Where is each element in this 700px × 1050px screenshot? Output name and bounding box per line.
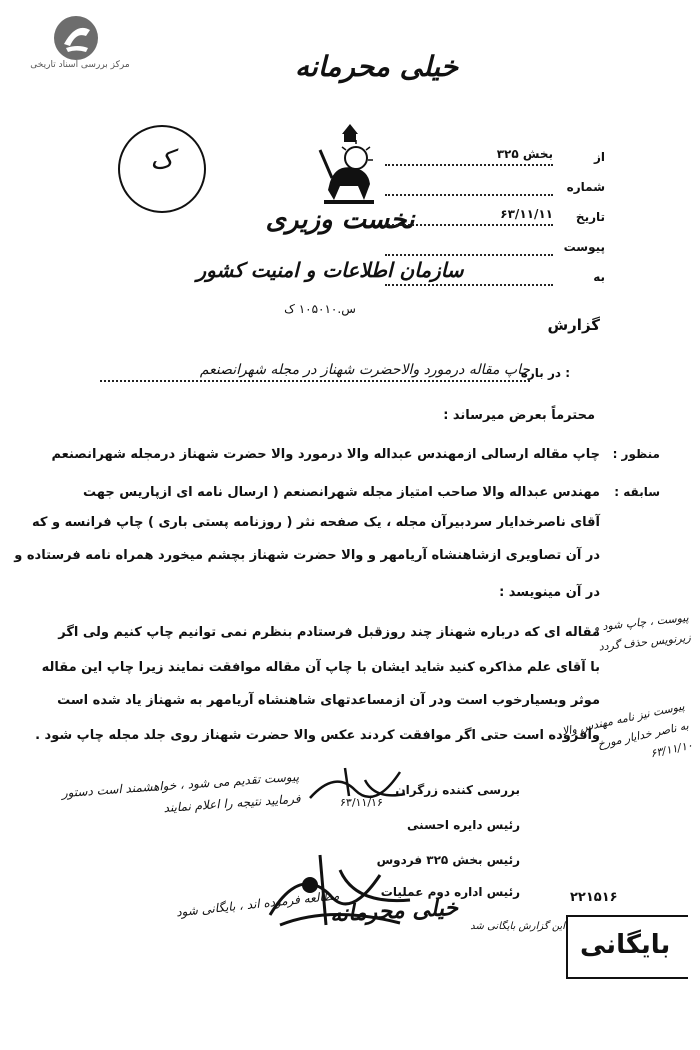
head-dept-label: رئیس دایره احسنی [407,818,520,832]
archive-number: ۲۲۱۵۱۶ [570,890,618,905]
watermark-text: مرکز بررسی اسناد تاریخی [30,60,130,70]
body-line-7: با آقای علم مذاکره کنید شاید ایشان با چاپ آن مقاله موافقت نمایند زیرا چاپ این مقاله [41,660,600,675]
from-value: بخش ۳۲۵ [496,147,553,161]
body-line-6: مقاله ای که درباره شهناز چند روزقبل فرستادم بنظرم نمی توانیم چاپ کنیم ولی اگر [58,625,600,640]
subject-underline [100,380,530,382]
subject-text: چاپ مقاله درمورد والاحضرت شهناز در مجله شهرانصنعم [199,362,530,378]
greeting: محترماً بعرض میرساند : [443,408,595,423]
reviewer-date: ۶۳/۱۱/۱۶ [340,796,383,809]
lion-and-sun-icon [310,120,390,210]
archive-logo-icon [52,14,100,62]
office-title: نخست وزیری [265,205,415,235]
archive-stamp-label: بایگانی [580,930,671,960]
bottom-handwritten-note: مطالعه فرموده اند ، بایگانی شود [175,888,340,920]
subject-label: در باره : [520,366,570,380]
background-label: سابقه : [614,485,660,499]
body-line-5: در آن مینویسد : [499,585,600,600]
reviewer-label: بررسی کننده زرگران [395,783,520,797]
date-value: ۶۳/۱۱/۱۱ [500,207,553,221]
bottom-classification-stamp: خیلی محرمانه [329,894,459,928]
head-office-label: رئیس اداره دوم عملیات [380,885,520,899]
margin-note-2: پیوست نیز نامه مهندس والا به ناصر خدایار مورخ ۶۳/۱۱/۱۰ [560,699,694,761]
classification-stamp: خیلی محرمانه [295,50,458,83]
meta-attachment [385,240,605,260]
left-handwritten-note: پیوست تقدیم می شود ، خواهشمند است دستور فرمایید نتیجه را اعلام نمایند [61,769,301,816]
reference-code: س.۱۰۵۰۱۰ ک [284,302,356,316]
received-note: این گزارش بایگانی شد [470,921,565,932]
to-label: به [593,270,605,284]
report-label: گزارش [547,316,600,334]
date-label: تاریخ [575,210,605,224]
meta-date [385,207,605,230]
body-line-3: آقای ناصرخدایار سردبیرآن مجله ، یک صفحه نثر ( روزنامه پستی باری ) چاپ فرانسه و که [32,515,600,530]
margin-note-1: پیوست ، چاپ شود و زیرنویس حذف گردد [593,611,692,654]
meta-from [385,147,605,170]
attachment-label: پیوست [563,240,605,254]
from-label: از [593,150,605,164]
body-line-1: چاپ مقاله ارسالی ازمهندس عبداله والا درمورد والا حضرت شهناز درمجله شهرانصنعم [51,447,600,462]
circled-mark-text: ک [150,145,174,175]
body-line-2: مهندس عبداله والا صاحب امتیاز مجله شهرانصنعم ( ارسال نامه ای ازپاریس جهت [83,485,600,500]
number-label: شماره [566,180,605,194]
organization-name: سازمان اطلاعات و امنیت کشور [196,258,464,282]
body-line-4: در آن تصاویری ازشاهنشاه آریامهر و والا حضرت شهناز بچشم میخورد همراه نامه فرستاده و [14,548,600,563]
body-line-9: وافزوده است حتی اگر موافقت کردند عکس والا حضرت شهناز روی جلد مجله چاپ شود . [35,728,600,743]
body-line-8: موثر وبسیارخوب است ودر آن ازمساعدتهای شاهنشاه آریامهر به شهناز یاد شده است [57,693,600,708]
meta-to [385,270,605,290]
purpose-label: منظور : [612,447,660,461]
subject-line [100,362,570,386]
head-section-label: رئیس بخش ۳۲۵ فردوس [376,853,520,867]
meta-number [385,180,605,200]
